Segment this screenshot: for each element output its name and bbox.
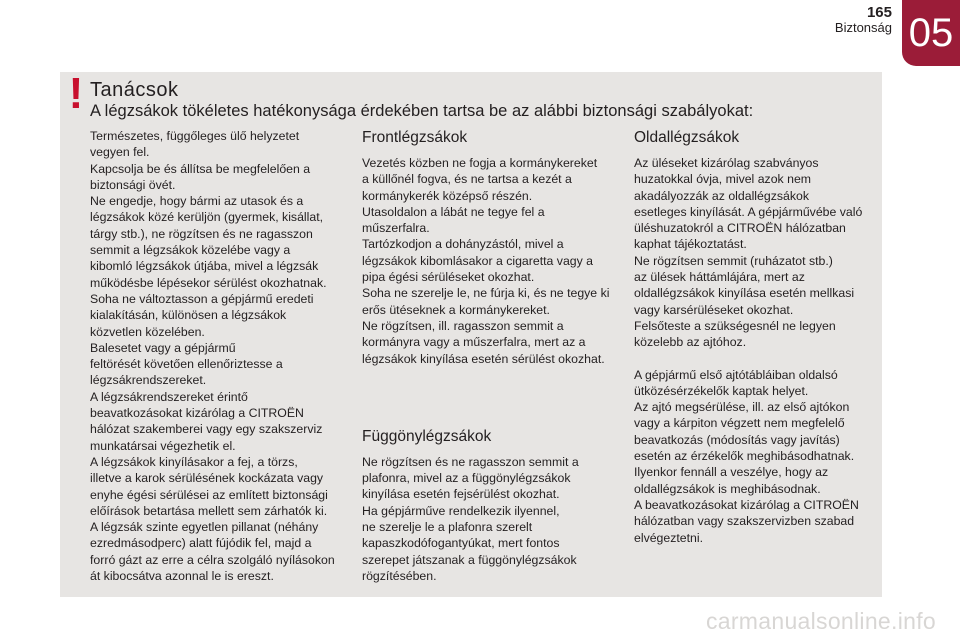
text-line: Tartózkodjon a dohányzástól, mivel a: [362, 237, 564, 252]
front-airbags-text: [362, 155, 624, 367]
text-line: közvetlen közelében.: [90, 324, 205, 339]
text-line: oldallégzsákok kinyílása esetén mellkasi: [634, 286, 855, 301]
text-line: beavatkozásokat kizárólag a CITROËN: [90, 406, 304, 421]
right-column: [634, 128, 882, 546]
text-line: kialakításán, különösen a légzsákok: [90, 308, 287, 323]
left-column: [90, 128, 352, 584]
text-line: üléshuzatokról a CITROËN hálózatban: [634, 221, 846, 236]
text-line: Ilyenkor fennáll a veszélye, hogy az: [634, 465, 829, 480]
text-line: erős ütéseknek a kormánykereket.: [362, 302, 550, 317]
text-line: Soha ne szerelje le, ne fúrja ki, és ne tegye ki: [362, 286, 610, 301]
text-line: kaphat tájékoztatást.: [634, 237, 747, 252]
text-line: munkatársai végezhetik el.: [90, 438, 236, 453]
text-line: a küllőnél fogva, és ne tartsa a kezét a: [362, 172, 572, 187]
text-line: kormánykerék középső részén.: [362, 188, 533, 203]
text-line: Utasoldalon a lábát ne tegye fel a: [362, 204, 545, 219]
chapter-tab: 05: [902, 0, 960, 66]
text-line: forró gázt az erre a célra szolgáló nyílásokon: [90, 552, 335, 567]
panel-title: Tanácsok: [90, 79, 179, 101]
text-line: közelebb az ajtóhoz.: [634, 335, 747, 350]
text-line: tárgy stb.), ne rögzítsen és ne ragasszon: [90, 226, 313, 241]
text-line: Ne rögzítsen semmit (ruházatot stb.): [634, 253, 833, 268]
text-line: légzsákok kibomlásakor a cigaretta vagy a: [362, 253, 594, 268]
text-line: ezredmásodperc) alatt fújódik fel, majd a: [90, 536, 312, 551]
text-line: illetve a karok sérülésének kockázata vagy: [90, 471, 324, 486]
text-line: beavatkozás (módosítás vagy javítás): [634, 432, 840, 447]
text-line: kapaszkodófogantyúkat, mert fontos: [362, 536, 560, 551]
front-airbags-heading: Frontlégzsákok: [362, 129, 468, 146]
text-line: Felsőteste a szükségesnél ne legyen: [634, 318, 836, 333]
text-line: A légzsák szinte egyetlen pillanat (néhány: [90, 520, 319, 535]
text-line: ne szerelje le a plafonra szerelt: [362, 520, 533, 535]
text-line: Ne engedje, hogy bármi az utasok és a: [90, 194, 304, 209]
text-line: biztonsági övét.: [90, 177, 176, 192]
side-airbags-heading: Oldallégzsákok: [634, 129, 740, 146]
text-line: vagy karsérüléseket okozhat.: [634, 302, 794, 317]
text-line: ütközésérzékelők kaptak helyet.: [634, 383, 809, 398]
side-airbags-text: [634, 155, 882, 351]
text-line: légzsákok kinyílása esetén sérülést okozhat.: [362, 351, 605, 366]
page-number: 165: [866, 4, 892, 21]
left-column-text: [90, 128, 352, 584]
text-line: pipa égési sérüléseket okozhat.: [362, 270, 535, 285]
text-line: légzsákok közé kerüljön (gyermek, kisállat,: [90, 210, 324, 225]
text-line: szerepet játszanak a függönylégzsákok: [362, 552, 577, 567]
warning-icon: !: [68, 69, 84, 118]
text-line: légzsákrendszereket.: [90, 373, 207, 388]
text-line: Vezetés közben ne fogja a kormánykereket: [362, 156, 598, 170]
text-line: Az üléseket kizárólag szabványos: [634, 156, 819, 170]
text-line: oldallégzsákok is meghibásodnak.: [634, 481, 821, 496]
text-line: Ne rögzítsen, ill. ragasszon semmit a: [362, 318, 564, 333]
text-line: vegyen fel.: [90, 145, 150, 160]
text-line: Kapcsolja be és állítsa be megfelelően a: [90, 161, 311, 176]
curtain-airbags-text: [362, 454, 624, 584]
text-line: A beavatkozásokat kizárólag a CITROËN: [634, 497, 859, 512]
text-line: Ne rögzítsen és ne ragasszon semmit a: [362, 454, 579, 469]
text-line: vagy a kárpiton végzett nem megfelelő: [634, 416, 845, 431]
text-line: esetleges kinyílását. A gépjárművébe való: [634, 204, 863, 219]
text-line: hálózatban vagy szakszervizben szabad: [634, 514, 855, 529]
text-line: Ha gépjárműve rendelkezik ilyennel,: [362, 503, 560, 518]
text-line: kinyílása esetén fejsérülést okozhat.: [362, 487, 560, 502]
curtain-airbags-heading: Függönylégzsákok: [362, 427, 492, 445]
text-line: kormányra vagy a műszerfalra, mert az a: [362, 335, 586, 350]
text-line: akadályozzák az oldallégzsákok: [634, 188, 809, 203]
text-line: plafonra, mivel az a függönylégzsákok: [362, 471, 571, 486]
text-line: huzatokkal óvja, mivel azok nem: [634, 172, 812, 187]
text-line: enyhe égési sérülései az említett biztonsági: [90, 487, 328, 502]
text-line: Balesetet vagy a gépjármű: [90, 340, 236, 355]
text-line: Soha ne változtasson a gépjármű eredeti: [90, 291, 314, 306]
text-line: kibomló légzsákok útjába, mivel a légzsák: [90, 259, 319, 274]
text-line: működésbe lépésekor sérülést okozhatnak.: [90, 275, 327, 290]
text-line: az ülések háttámlájára, mert az: [634, 270, 805, 285]
watermark: carmanualsonline.info: [705, 608, 936, 634]
text-line: át kibocsátva azonnal le is ereszt.: [90, 569, 274, 584]
text-line: A gépjármű első ajtótábláiban oldalsó: [634, 367, 838, 382]
side-sensors-text: [634, 367, 882, 546]
section-name: Biztonság: [834, 20, 892, 35]
text-line: esetén az érzékelők meghibásodhatnak.: [634, 449, 855, 464]
text-line: Természetes, függőleges ülő helyzetet: [90, 129, 300, 143]
text-line: semmit a légzsákok közelébe vagy a: [90, 243, 291, 258]
text-line: A légzsákok kinyílásakor a fej, a törzs,: [90, 454, 298, 469]
text-line: előírások betartása mellett sem zárhatók ki.: [90, 503, 328, 518]
text-line: műszerfalra.: [362, 221, 430, 236]
text-line: hálózat szakemberei vagy egy szakszerviz: [90, 422, 323, 437]
middle-column: [362, 128, 624, 584]
text-line: rögzítésében.: [362, 568, 437, 583]
panel-subtitle: A légzsákok tökéletes hatékonysága érdekében tartsa be az alábbi biztonsági szabályokat:: [90, 102, 754, 120]
text-line: elvégeztetni.: [634, 530, 704, 545]
text-line: Az ajtó megsérülése, ill. az első ajtókon: [634, 400, 850, 415]
text-line: A légzsákrendszereket érintő: [90, 389, 248, 404]
text-line: feltörését követően ellenőriztesse a: [90, 357, 283, 372]
